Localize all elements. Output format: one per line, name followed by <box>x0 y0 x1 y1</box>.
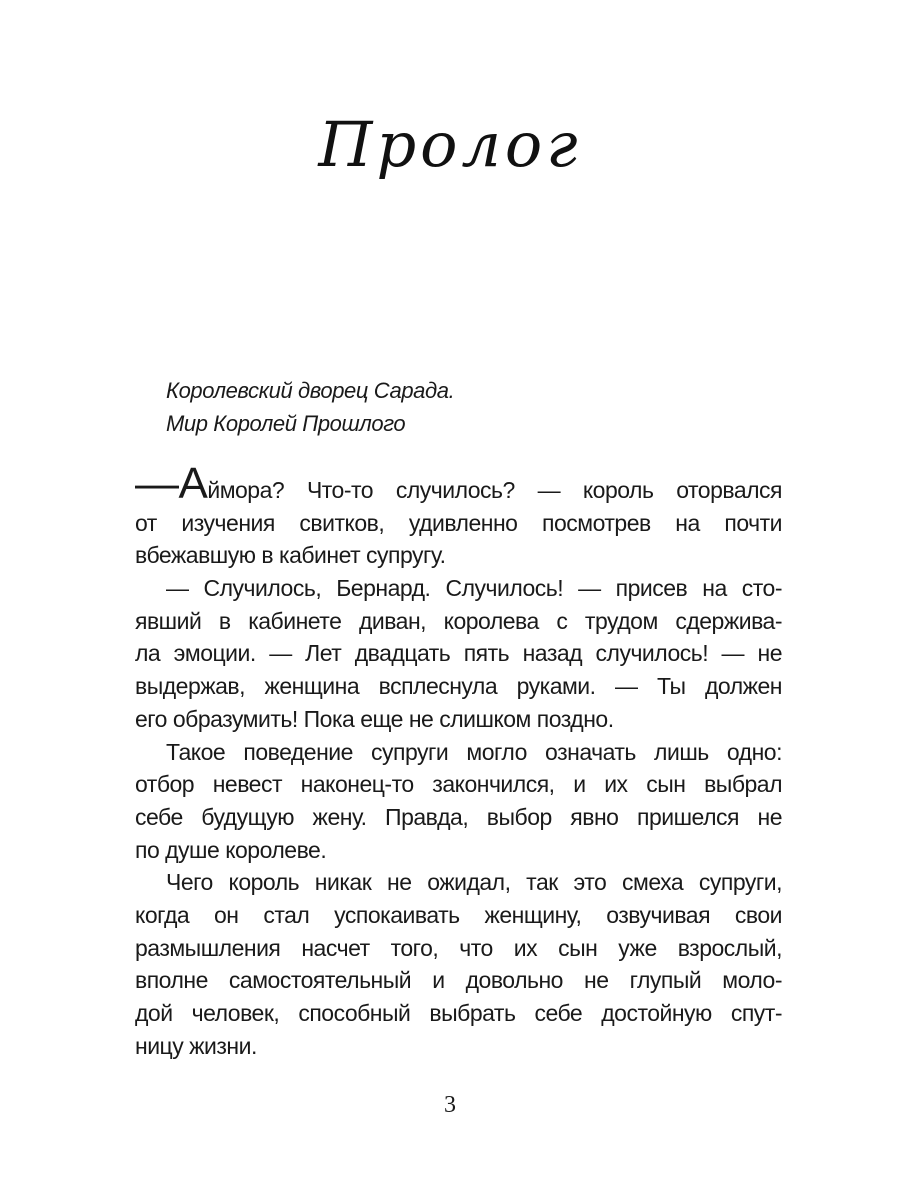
text-line: Такое поведение супруги могло означать лишь одно: <box>166 738 782 765</box>
text-line: вполне самостоятельный и довольно не глупый моло- <box>135 967 782 994</box>
text-line: выдержав, женщина всплеснула руками. — Ты должен <box>135 673 782 700</box>
epigraph-line: Мир Королей Прошлого <box>166 411 406 436</box>
epigraph-line: Королевский дворец Сарада. <box>166 378 455 403</box>
text-line: от изучения свитков, удивленно посмотрев на почти <box>135 509 782 536</box>
text-line: Чего король никак не ожидал, так это смеха супруги, <box>166 869 782 896</box>
text-line: когда он стал успокаивать женщину, озвучивая свои <box>135 901 782 928</box>
text-line: отбор невест наконец-то закончился, и их сын выбрал <box>135 771 782 798</box>
text-line: размышления насчет того, что их сын уже взрослый, <box>135 934 782 961</box>
opening-dash: — <box>135 459 179 508</box>
first-line-text: ймора? Что-то случилось? — король оторвался <box>207 477 782 503</box>
text-line: ла эмоции. — Лет двадцать пять назад случилось! — не <box>135 640 782 667</box>
text-line: явший в кабинете диван, королева с трудом сдержива- <box>135 607 782 634</box>
body-text <box>135 459 782 1062</box>
text-line: его образумить! Пока еще не слишком поздно. <box>135 705 614 732</box>
text-line: дой человек, способный выбрать себе достойную спут- <box>135 1000 782 1026</box>
text-line: ницу жизни. <box>135 1032 257 1059</box>
drop-cap: А <box>178 459 208 508</box>
first-line <box>135 459 782 508</box>
page-number: 3 <box>444 1092 456 1118</box>
text-line: по душе королеве. <box>135 836 327 863</box>
chapter-title: Пролог <box>318 108 582 181</box>
text-line: вбежавшую в кабинет супругу. <box>135 542 446 569</box>
text-line: — Случилось, Бернард. Случилось! — присев на сто- <box>166 575 782 602</box>
text-line: себе будущую жену. Правда, выбор явно пришелся не <box>135 803 782 830</box>
